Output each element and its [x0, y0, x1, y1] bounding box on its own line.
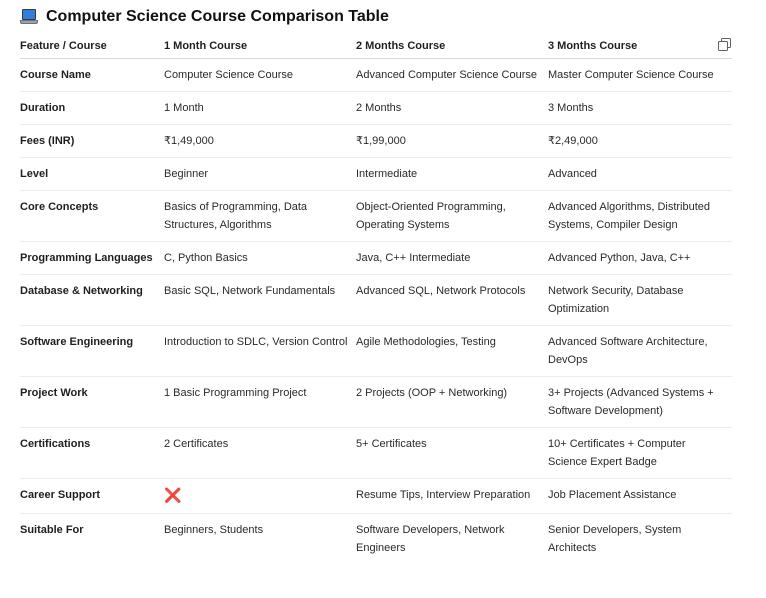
table-cell: 3+ Projects (Advanced Systems + Software Development) [548, 377, 732, 428]
table-cell: Java, C++ Intermediate [356, 242, 548, 275]
feature-cell: Core Concepts [20, 191, 164, 242]
table-header-row [20, 34, 732, 59]
table-cell: ₹1,99,000 [356, 125, 548, 158]
table-row [20, 125, 732, 158]
table-row [20, 377, 732, 428]
feature-cell: Database & Networking [20, 275, 164, 326]
table-cell: Beginner [164, 158, 356, 191]
feature-cell: Career Support [20, 479, 164, 514]
table-cell: Introduction to SDLC, Version Control [164, 326, 356, 377]
table-cell: Software Developers, Network Engineers [356, 524, 505, 554]
table-cell: 5+ Certificates [356, 428, 548, 479]
table-cell: Beginners, Students [164, 524, 264, 536]
table-row [20, 59, 732, 92]
header-cell: 3 Months Course [548, 34, 732, 59]
table-cell: ₹2,49,000 [548, 125, 732, 158]
header-cell: 1 Month Course [164, 34, 356, 59]
table-cell: 10+ Certificates + Computer Science Expert Badge [548, 428, 732, 479]
cross-mark-icon: ❌ [164, 487, 182, 503]
table-cell: Master Computer Science Course [548, 59, 732, 92]
table-cell: 2 Certificates [164, 428, 356, 479]
table-cell: Agile Methodologies, Testing [356, 326, 548, 377]
table-row [20, 92, 732, 125]
table-cell: Object-Oriented Programming, Operating Systems [356, 191, 548, 242]
header-cell: 2 Months Course [356, 34, 548, 59]
feature-cell: Programming Languages [20, 242, 164, 275]
comparison-table [20, 34, 732, 564]
table-cell: Advanced Algorithms, Distributed Systems, Compiler Design [548, 191, 732, 242]
table-cell: 3 Months [548, 92, 732, 125]
feature-cell: Course Name [20, 59, 164, 92]
title-row [20, 6, 389, 28]
table-row [20, 479, 732, 514]
table-row [20, 158, 732, 191]
table-cell: 1 Basic Programming Project [164, 377, 356, 428]
table-cell: Basic SQL, Network Fundamentals [164, 275, 356, 326]
table-cell [164, 479, 356, 514]
table-cell: Advanced Computer Science Course [356, 59, 548, 92]
laptop-icon [20, 9, 38, 25]
table-cell: Network Security, Database Optimization [548, 275, 732, 326]
table-row [20, 275, 732, 326]
feature-cell: Level [20, 158, 164, 191]
feature-cell: Fees (INR) [20, 125, 164, 158]
table-cell: Computer Science Course [164, 59, 356, 92]
header-cell: Feature / Course [20, 34, 164, 59]
table-cell: 2 Months [356, 92, 548, 125]
table-row [20, 242, 732, 275]
table-cell: ₹1,49,000 [164, 125, 356, 158]
table-cell: Senior Developers, System Architects [548, 524, 682, 554]
table-cell: C, Python Basics [164, 242, 356, 275]
feature-cell: Certifications [20, 428, 164, 479]
feature-cell: Project Work [20, 377, 164, 428]
table-row [20, 428, 732, 479]
feature-cell: Suitable For [20, 524, 84, 536]
table-cell: Intermediate [356, 158, 548, 191]
feature-cell: Software Engineering [20, 326, 164, 377]
table-row [20, 514, 732, 565]
table-cell: Job Placement Assistance [548, 479, 732, 514]
page-title: Computer Science Course Comparison Table [46, 8, 389, 25]
table-cell: Basics of Programming, Data Structures, Algorithms [164, 191, 356, 242]
table-cell: Advanced [548, 158, 732, 191]
table-row [20, 326, 732, 377]
table-cell: Advanced Python, Java, C++ [548, 242, 732, 275]
table-cell: Resume Tips, Interview Preparation [356, 479, 548, 514]
table-cell: Advanced SQL, Network Protocols [356, 275, 548, 326]
table-row [20, 191, 732, 242]
feature-cell: Duration [20, 92, 164, 125]
table-cell: 2 Projects (OOP + Networking) [356, 377, 548, 428]
table-cell: Advanced Software Architecture, DevOps [548, 326, 732, 377]
table-cell: 1 Month [164, 92, 356, 125]
